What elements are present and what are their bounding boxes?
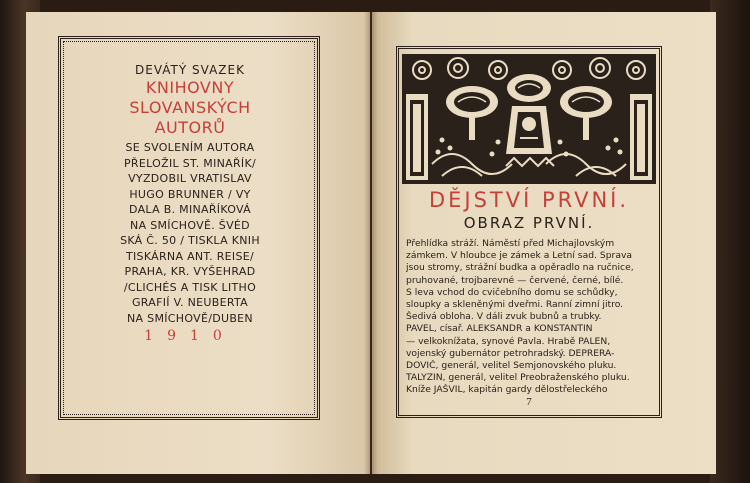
text-line: Kníže JAŠVIL, kapitán gardy dělostřeleckého xyxy=(406,384,608,396)
text-line: DOVIČ, generál, velitel Semjonovského pluku. xyxy=(406,360,617,372)
colophon-line: PRAHA, KR. VYŠEHRAD xyxy=(124,265,256,278)
series-title-line-3: AUTORŮ xyxy=(154,118,226,137)
play-text xyxy=(406,238,656,397)
text-line: PAVEL, císař. ALEKSANDR a KONSTANTIN xyxy=(406,323,593,335)
publication-year: 1910 xyxy=(144,328,236,344)
volume-label: DEVÁTÝ SVAZEK xyxy=(135,63,245,77)
act-title: DĚJSTVÍ PRVNÍ. xyxy=(428,188,630,212)
text-line: Šedivá obloha. V dáli zvuk bubnů a trubky. xyxy=(406,311,602,323)
text-line: Přehlídka stráží. Náměstí před Michajlovským xyxy=(406,238,615,249)
page-number: 7 xyxy=(526,396,532,408)
colophon-line: VYZDOBIL VRATISLAV xyxy=(128,172,252,185)
colophon-line: SE SVOLENÍM AUTORA xyxy=(125,141,255,154)
colophon-line: HUGO BRUNNER / VY xyxy=(129,187,251,201)
text-line: jsou stromy, strážní budka a opěradlo na ručnice, xyxy=(406,262,634,274)
book-cover-top xyxy=(0,0,750,12)
colophon xyxy=(70,62,310,344)
colophon-line: NA SMÍCHOVĚ/DUBEN xyxy=(127,311,253,325)
colophon-line: SKÁ Č. 50 / TISKLA KNIH xyxy=(120,234,260,247)
text-line: vojenský gubernátor petrohradský. DEPRERA- xyxy=(406,347,615,359)
colophon-text xyxy=(70,140,310,326)
colophon-line: NA SMÍCHOVĚ. ŠVÉD xyxy=(130,218,250,232)
text-line: TALYZIN, generál, velitel Preobraženského pluku. xyxy=(406,372,630,384)
colophon-line: PŘELOŽIL ST. MINAŘÍK/ xyxy=(123,156,256,170)
colophon-line: TISKÁRNA ANT. REISE/ xyxy=(125,249,255,263)
text-line: sloupky a skleněnými dveřmi. Ranní zimní jitro. xyxy=(406,299,624,311)
woodcut-illustration xyxy=(402,54,656,184)
series-title-line-1: KNIHOVNY xyxy=(145,78,235,97)
text-line: S leva vchod do cvičebního domu se schůdky, xyxy=(406,286,618,298)
text-line: zámkem. V hloubce je zámek a Letní sad. Sprava xyxy=(406,250,633,262)
text-line: pruhované, trojbarevné — červené, černé, bílé. xyxy=(406,274,624,286)
colophon-line: /CLICHÉS A TISK LITHO xyxy=(123,280,257,294)
colophon-line: DALA B. MINAŘÍKOVÁ xyxy=(129,203,251,216)
book-cover-right-edge xyxy=(710,0,750,483)
book-gutter xyxy=(364,12,378,474)
series-title-line-2: SLOVANSKÝCH xyxy=(129,98,251,117)
colophon-line: GRAFIÍ V. NEUBERTA xyxy=(131,296,249,309)
text-line: — velkoknížata, synové Pavla. Hrabě PALEN, xyxy=(406,335,611,347)
scene-title: OBRAZ PRVNÍ. xyxy=(463,214,595,232)
